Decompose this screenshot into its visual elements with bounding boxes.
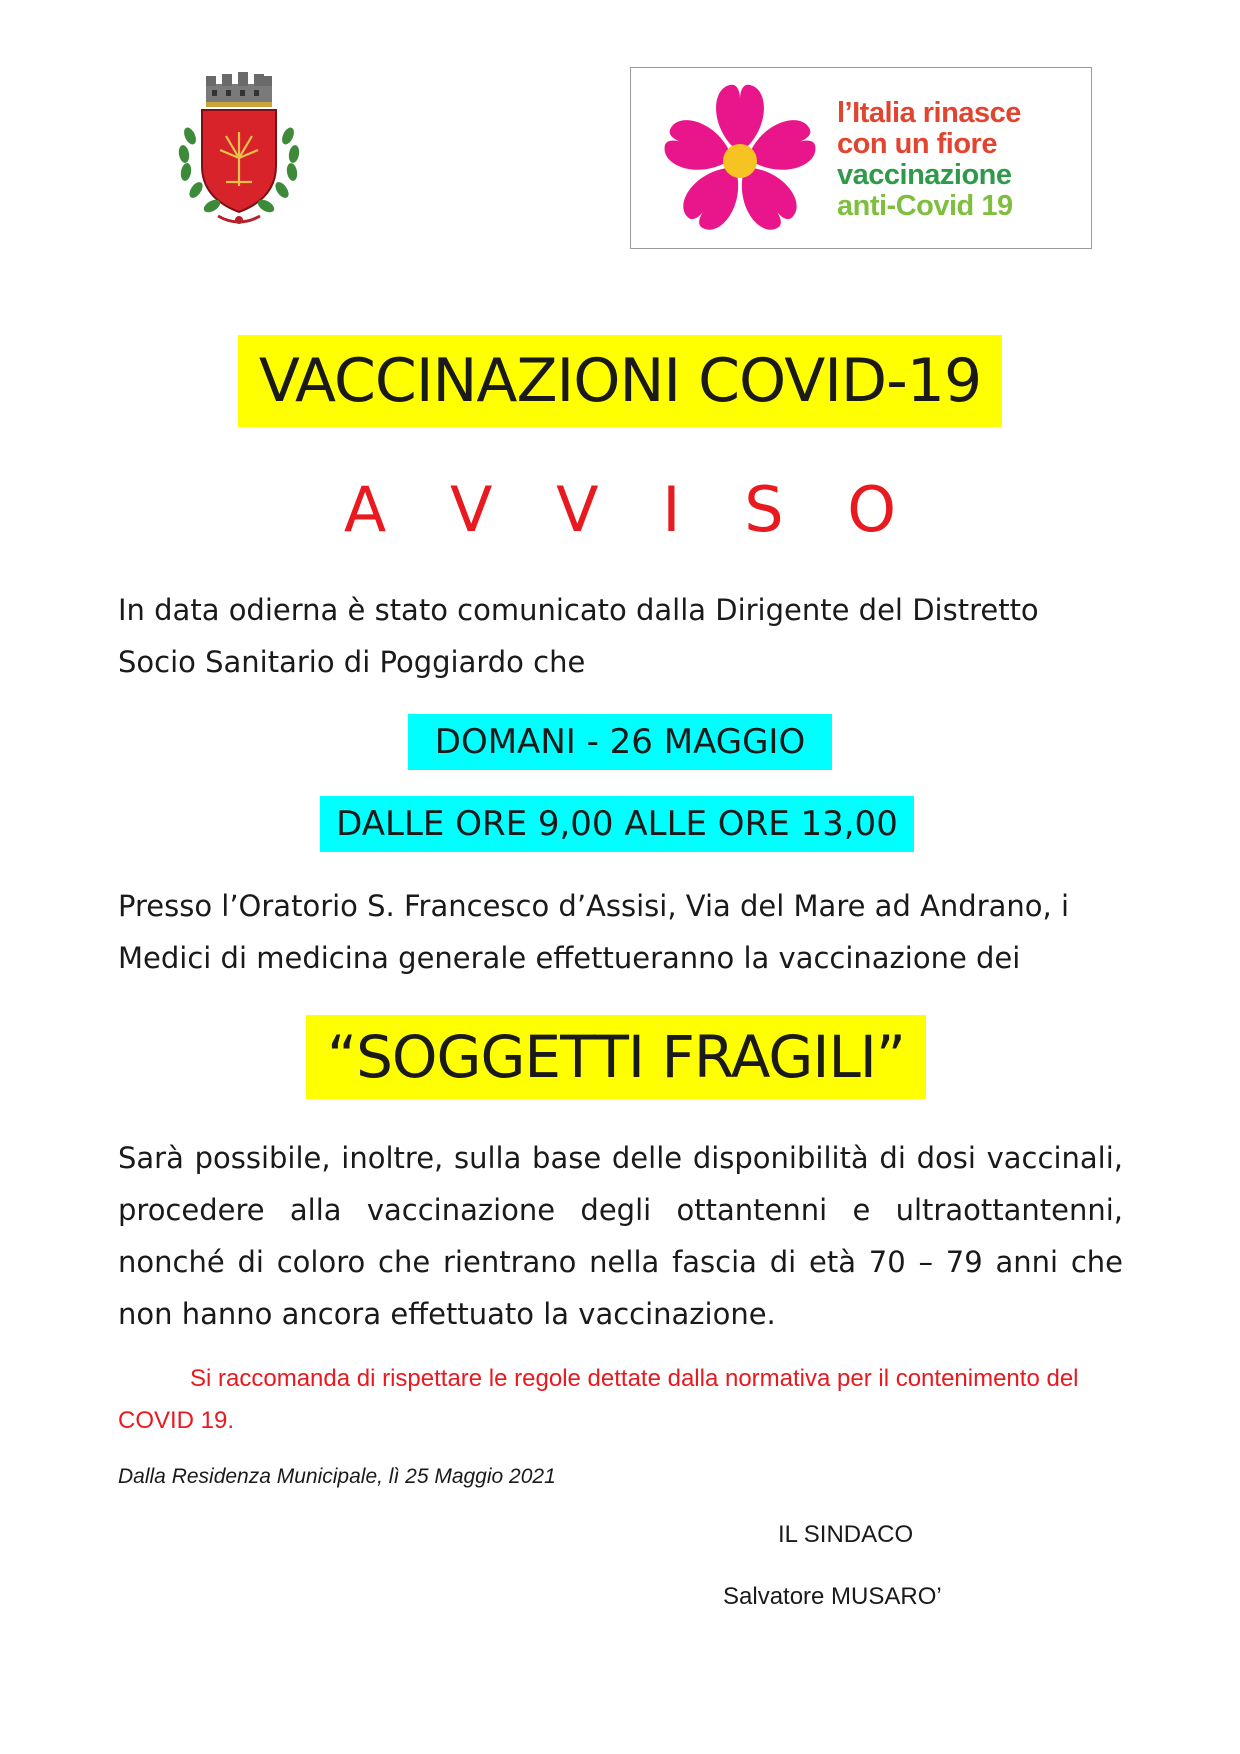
slogan-line: l’Italia rinasce [837,97,1021,129]
slogan-line: vaccinazione [837,159,1012,191]
notice-subtitle: A V V I S O [343,473,919,546]
slogan-line: anti-Covid 19 [837,190,1013,222]
time-line: DALLE ORE 9,00 ALLE ORE 13,00 [320,796,914,852]
additional-info-paragraph: Sarà possibile, inoltre, sulla base delle disponibilità di dosi vaccinali, procedere alla vaccinazione degli ottantenni e ultraottantenni, nonché di coloro che rientrano nella fascia di età 70 – 79 anni che non hanno ancora effettuato la vaccinazione. [118,1141,1123,1331]
primrose-flower-icon [659,80,821,242]
intro-paragraph: In data odierna è stato comunicato dalla Dirigente del Distretto Socio Sanitario di Poggiardo che [118,593,1039,679]
date-line: DOMANI - 26 MAGGIO [408,714,832,770]
municipal-coat-of-arms-icon [168,66,310,236]
slogan-line: con un fiore [837,128,997,160]
signatory-name: Salvatore MUSARO’ [723,1583,942,1610]
target-group-heading: “SOGGETTI FRAGILI” [306,1015,926,1099]
campaign-slogan [837,98,1021,222]
recommendation-note: Si raccomanda di rispettare le regole dettate dalla normativa per il contenimento del COVID 19. [118,1365,1079,1434]
campaign-logo [630,67,1092,249]
place-date: Dalla Residenza Municipale, lì 25 Maggio 2021 [118,1465,556,1488]
signatory-title: IL SINDACO [778,1521,914,1548]
location-paragraph: Presso l’Oratorio S. Francesco d’Assisi, Via del Mare ad Andrano, i Medici di medicina generale effettueranno la vaccinazione dei [118,889,1070,975]
notice-title: VACCINAZIONI COVID-19 [238,335,1002,427]
